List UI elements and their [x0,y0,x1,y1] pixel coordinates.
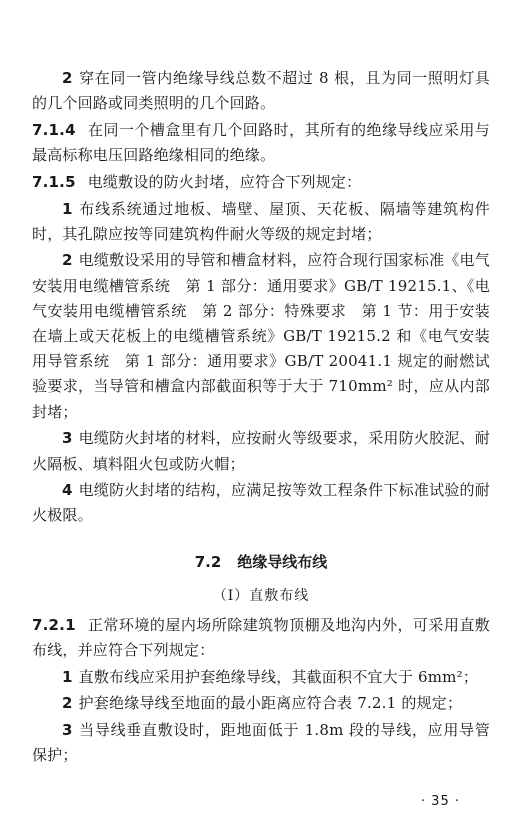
item-number: 3 [62,429,73,448]
clause-text: 在同一个槽盒里有几个回路时，其所有的绝缘导线应采用与最高标称电压回路绝缘相同的绝缘。 [32,120,490,165]
clause-7-1-4-paragraph [32,118,490,168]
item-2-paragraph [32,248,490,424]
section-heading [32,551,490,573]
clause-text: 正常环境的屋内场所除建筑物顶棚及地沟内外，可采用直敷布线，并应符合下列规定： [32,615,490,659]
clause-number: 7.1.5 [32,172,76,191]
item-text: 直敷布线应采用护套绝缘导线，其截面积不宜大于 6mm²； [78,667,479,686]
item-number: 2 [62,69,73,87]
clause-number: 7.1.4 [32,120,76,139]
item-text: 当导线垂直敷设时，距地面低于 1.8m 段的导线，应用导管保护； [32,720,490,765]
item-3-paragraph [32,718,490,768]
item-1-paragraph [32,665,490,690]
item-text: 布线系统通过地板、墙壁、屋顶、天花板、隔墙等建筑构件时，其孔隙应按等同建筑构件耐火等级的规定封堵； [32,199,490,243]
item-4-paragraph [32,478,490,528]
item-text: 电缆敷设采用的导管和槽盒材料，应符合现行国家标准《电气安装用电缆槽管系统 第 1 部分：通用要求》GB/T 19215.1、《电气安装用电缆槽管系统 第 2 部分：特殊要求 第 1 节：用于安装在墙上或天花板上的电缆槽管系统》GB/T 19215.2 和《电气安装用导管系统 第 1 部分：通用要求》GB/T 20041.1 规定的耐燃试验要求，当导管和槽盒内部截面积等于大于 710mm² 时，应从内部封堵； [32,251,490,421]
item-number: 3 [62,720,73,739]
clause-7-2-1-paragraph [32,613,490,663]
item-text: 电缆防火封堵的结构，应满足按等效工程条件下标准试验的耐火极限。 [32,481,490,525]
item-number: 1 [62,667,73,686]
section-number: 7.2 [194,552,222,571]
item-text: 穿在同一管内绝缘导线总数不超过 8 根，且为同一照明灯具的几个回路或同类照明的几个回路。 [32,69,490,113]
clause-text: 电缆敷设的防火封堵，应符合下列规定： [87,172,362,191]
item-number: 2 [62,251,73,270]
section-title: 绝缘导线布线 [237,552,328,571]
item-2-paragraph [32,691,490,716]
item-number: 2 [62,694,73,713]
item-number: 4 [62,481,73,500]
item-1-paragraph [32,197,490,247]
page-number: · 35 · [420,794,460,809]
clause-number: 7.2.1 [32,615,76,634]
clause-7-1-5-paragraph [32,170,490,195]
item-text: 电缆防火封堵的材料，应按耐火等级要求，采用防火胶泥、耐火隔板、填料阻火包或防火帽； [32,429,490,473]
item-3-paragraph [32,426,490,476]
item-text: 护套绝缘导线至地面的最小距离应符合表 7.2.1 的规定； [78,694,463,713]
item-number: 1 [62,199,73,218]
subsection-heading: （Ⅰ）直敷布线 [212,587,310,604]
item-2-paragraph [32,66,490,116]
